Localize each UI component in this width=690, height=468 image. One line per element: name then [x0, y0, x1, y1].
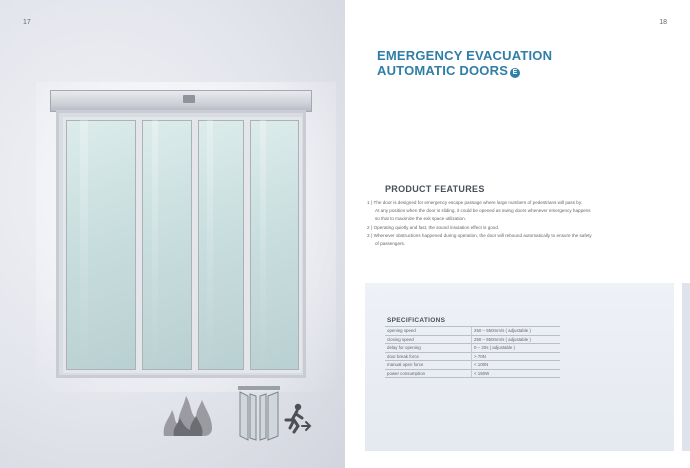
table-row	[385, 352, 560, 361]
table-row	[385, 361, 560, 370]
spec-label: manual open force	[385, 361, 472, 370]
page-title	[377, 48, 552, 78]
title-line-1: EMERGENCY EVACUATION	[377, 48, 553, 63]
specifications-table	[385, 326, 560, 378]
spec-label: power consumption	[385, 369, 472, 378]
spec-value: < 100N	[472, 361, 561, 370]
door-panel	[63, 117, 139, 373]
right-page	[345, 0, 690, 468]
feature-item	[367, 199, 657, 224]
spec-value: > 70N	[472, 352, 561, 361]
features-heading: PRODUCT FEATURES	[385, 184, 485, 194]
door-panel	[195, 117, 247, 373]
door-panel	[247, 117, 302, 373]
title-line-2-text: AUTOMATIC DOORS	[377, 63, 509, 78]
specifications-heading: SPECIFICATIONS	[387, 317, 446, 324]
feature-line: 3 ) Whenever obstructions happened during operation, the door will rebound automatically to ensure the safety	[367, 232, 592, 238]
spec-value: 250 – 550mm/s ( adjustable )	[472, 327, 561, 336]
table-row	[385, 335, 560, 344]
swing-doors-icon	[236, 384, 282, 444]
door-panel	[139, 117, 195, 373]
spec-value: 0 – 20s ( adjustable )	[472, 344, 561, 353]
spec-label: closing speed	[385, 335, 472, 344]
title-line-2	[377, 63, 552, 78]
page-number-right: 18	[659, 19, 667, 26]
feature-line: of passengers.	[375, 241, 406, 247]
feature-line: 2 ) Operating quietly and fast, the sound insulation effect is good.	[367, 224, 500, 230]
page-edge-strip	[682, 283, 690, 451]
spec-value: < 150W	[472, 369, 561, 378]
spec-label: opening speed	[385, 327, 472, 336]
feature-item	[367, 224, 657, 232]
table-row	[385, 344, 560, 353]
door-header-bar	[50, 90, 312, 112]
e-badge-icon: E	[510, 68, 520, 78]
feature-line: 1 ) The door is designed for emergency escape passage where large numbers of pedestrians will pass by.	[367, 200, 583, 205]
spec-label: delay for opening	[385, 344, 472, 353]
table-row	[385, 327, 560, 336]
door-illustration	[50, 90, 312, 380]
feature-line: At any position when the door is sliding, it could be opened as swing doors whenever emergency happens	[375, 208, 591, 214]
specifications-panel	[365, 283, 674, 451]
exit-running-man-icon	[282, 402, 312, 434]
features-list	[367, 199, 657, 248]
sensor-icon	[183, 95, 195, 103]
spec-value: 250 – 550mm/s ( adjustable )	[472, 335, 561, 344]
feature-item	[367, 232, 657, 248]
page-number-left: 17	[23, 19, 31, 26]
spec-label: door break force	[385, 352, 472, 361]
feature-line: so that to maximize the exit space utilization.	[375, 216, 466, 222]
table-row	[385, 369, 560, 378]
fire-icon	[160, 388, 216, 438]
door-frame	[56, 110, 306, 378]
